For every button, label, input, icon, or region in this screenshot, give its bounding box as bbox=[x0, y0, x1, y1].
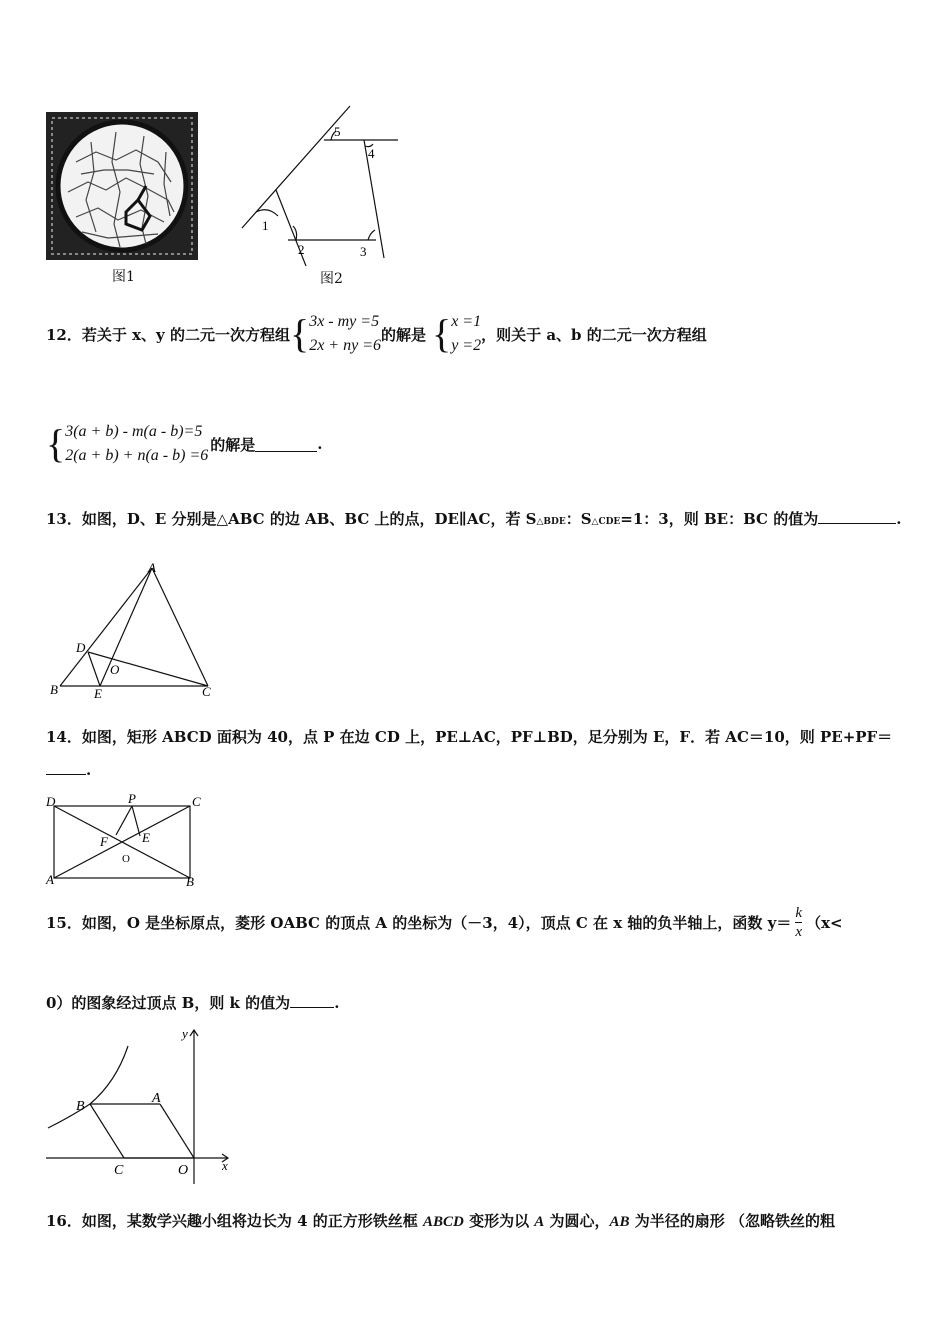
q13-label-D: D bbox=[76, 640, 86, 655]
q12-prefix: 12．若关于 x、y 的二元一次方程组 bbox=[46, 325, 290, 344]
question-14 bbox=[46, 726, 892, 747]
q12-brace-1: { bbox=[289, 311, 310, 356]
q15-frac-numerator: k bbox=[795, 905, 803, 921]
q13-period: . bbox=[896, 510, 902, 528]
question-15-line2 bbox=[46, 992, 339, 1013]
q14-rectangle-figure bbox=[42, 790, 212, 894]
q14-label-B: B bbox=[186, 874, 194, 889]
q15-frac-denominator: x bbox=[795, 924, 803, 940]
question-16 bbox=[46, 1210, 835, 1231]
q16-text-b: 变形为以 bbox=[463, 1212, 535, 1230]
q16-italic-abcd: ABCD bbox=[422, 1214, 464, 1230]
q14-label-E: E bbox=[142, 830, 150, 845]
q12-sys3-line2: 2(a + b) + n(a - b) =6 bbox=[65, 447, 209, 464]
q14-label-D: D bbox=[46, 794, 56, 809]
q16-text-d: 为半径的扇形 （忽略铁丝的粗 bbox=[629, 1212, 836, 1230]
q12-suffix: ，则关于 a、b 的二元一次方程组 bbox=[481, 325, 707, 344]
q16-italic-a: A bbox=[534, 1214, 545, 1230]
question-15 bbox=[46, 904, 843, 941]
angle-label-4: 4 bbox=[368, 146, 375, 161]
q12-sys3-line1: 3(a + b) - m(a - b)=5 bbox=[65, 423, 203, 440]
q12-ending: 的解是 bbox=[210, 435, 256, 454]
q13-triangle-figure bbox=[46, 558, 216, 700]
q15-label-y: y bbox=[182, 1026, 188, 1041]
q16-text-a: 16．如图，某数学兴趣小组将边长为 4 的正方形铁丝框 bbox=[46, 1212, 423, 1230]
q12-brace-3: { bbox=[46, 421, 66, 466]
q14-period: . bbox=[86, 761, 92, 779]
q15-label-A: A bbox=[152, 1091, 161, 1106]
q15-label-C: C bbox=[114, 1163, 124, 1178]
figure-2-caption: 图2 bbox=[320, 271, 343, 287]
q12-system-1 bbox=[309, 310, 381, 358]
q14-label-A: A bbox=[46, 872, 54, 887]
q15-label-B: B bbox=[76, 1099, 85, 1114]
q14-label-C: C bbox=[192, 794, 201, 809]
q14-label-P: P bbox=[128, 791, 136, 806]
figure-1-caption: 图1 bbox=[112, 269, 135, 285]
q13-sub-cde: △CDE bbox=[591, 517, 621, 527]
q13-label-A: A bbox=[148, 560, 156, 575]
figure-2-angle-diagram bbox=[236, 100, 406, 270]
q14-label-O: O bbox=[122, 853, 130, 865]
angle-label-2: 2 bbox=[298, 242, 305, 257]
angle-label-5: 5 bbox=[334, 124, 341, 139]
q12-brace-2: { bbox=[432, 311, 452, 356]
q15-fraction bbox=[795, 904, 802, 941]
question-12-line1 bbox=[46, 310, 707, 358]
q13-text-c: =1：3，则 BE：BC 的值为 bbox=[620, 510, 819, 528]
q12-answer-blank[interactable] bbox=[255, 437, 317, 452]
q12-period: . bbox=[317, 435, 323, 453]
question-13 bbox=[46, 508, 901, 529]
q12-sys2-line2: y =2 bbox=[451, 337, 482, 354]
q15-period: . bbox=[334, 994, 340, 1012]
q15-text-b: （x< bbox=[806, 914, 843, 932]
q15-line2: 0）的图象经过顶点 B，则 k 的值为 bbox=[46, 994, 291, 1012]
q16-italic-ab: AB bbox=[609, 1214, 630, 1230]
angle-label-3: 3 bbox=[360, 244, 367, 259]
q14-label-F: F bbox=[100, 834, 108, 849]
q13-answer-blank[interactable] bbox=[818, 509, 896, 524]
window-lattice-image bbox=[46, 112, 198, 260]
q13-label-O: O bbox=[110, 662, 120, 677]
q12-system-2 bbox=[451, 310, 481, 358]
q15-text-a: 15．如图，O 是坐标原点，菱形 OABC 的顶点 A 的坐标为（－3，4），顶点 C 在 x 轴的负半轴上，函数 y＝ bbox=[46, 914, 792, 932]
q13-label-C: C bbox=[202, 684, 211, 699]
question-12-line2 bbox=[46, 420, 322, 468]
q12-middle: 的解是 bbox=[380, 325, 426, 344]
q15-coordinate-figure bbox=[42, 1024, 242, 1190]
angle-label-1: 1 bbox=[262, 218, 269, 233]
question-14-line2 bbox=[46, 760, 91, 779]
figure-1-decorative-window bbox=[46, 112, 198, 260]
q13-label-B: B bbox=[50, 682, 58, 697]
q15-label-x: x bbox=[222, 1158, 228, 1173]
q12-sys1-line2: 2x + ny =6 bbox=[309, 337, 381, 354]
q15-answer-blank[interactable] bbox=[290, 993, 334, 1008]
q12-system-3 bbox=[65, 420, 208, 468]
q13-sub-bde: △BDE bbox=[536, 517, 566, 527]
q13-text-a: 13．如图，D、E 分别是△ABC 的边 AB、BC 上的点，DE∥AC，若 S bbox=[46, 510, 537, 528]
q15-label-O: O bbox=[178, 1163, 189, 1178]
q14-text: 14．如图，矩形 ABCD 面积为 40，点 P 在边 CD 上，PE⊥AC，PF⊥BD，足分别为 E，F．若 AC＝10，则 PE+PF＝ bbox=[46, 728, 893, 746]
q13-label-E: E bbox=[94, 686, 102, 700]
q16-text-c: 为圆心， bbox=[544, 1212, 610, 1230]
q14-answer-blank[interactable] bbox=[46, 760, 86, 775]
q12-sys2-line1: x =1 bbox=[451, 313, 482, 330]
q12-sys1-line1: 3x - my =5 bbox=[309, 313, 380, 330]
q13-text-b: ：S bbox=[565, 510, 592, 528]
